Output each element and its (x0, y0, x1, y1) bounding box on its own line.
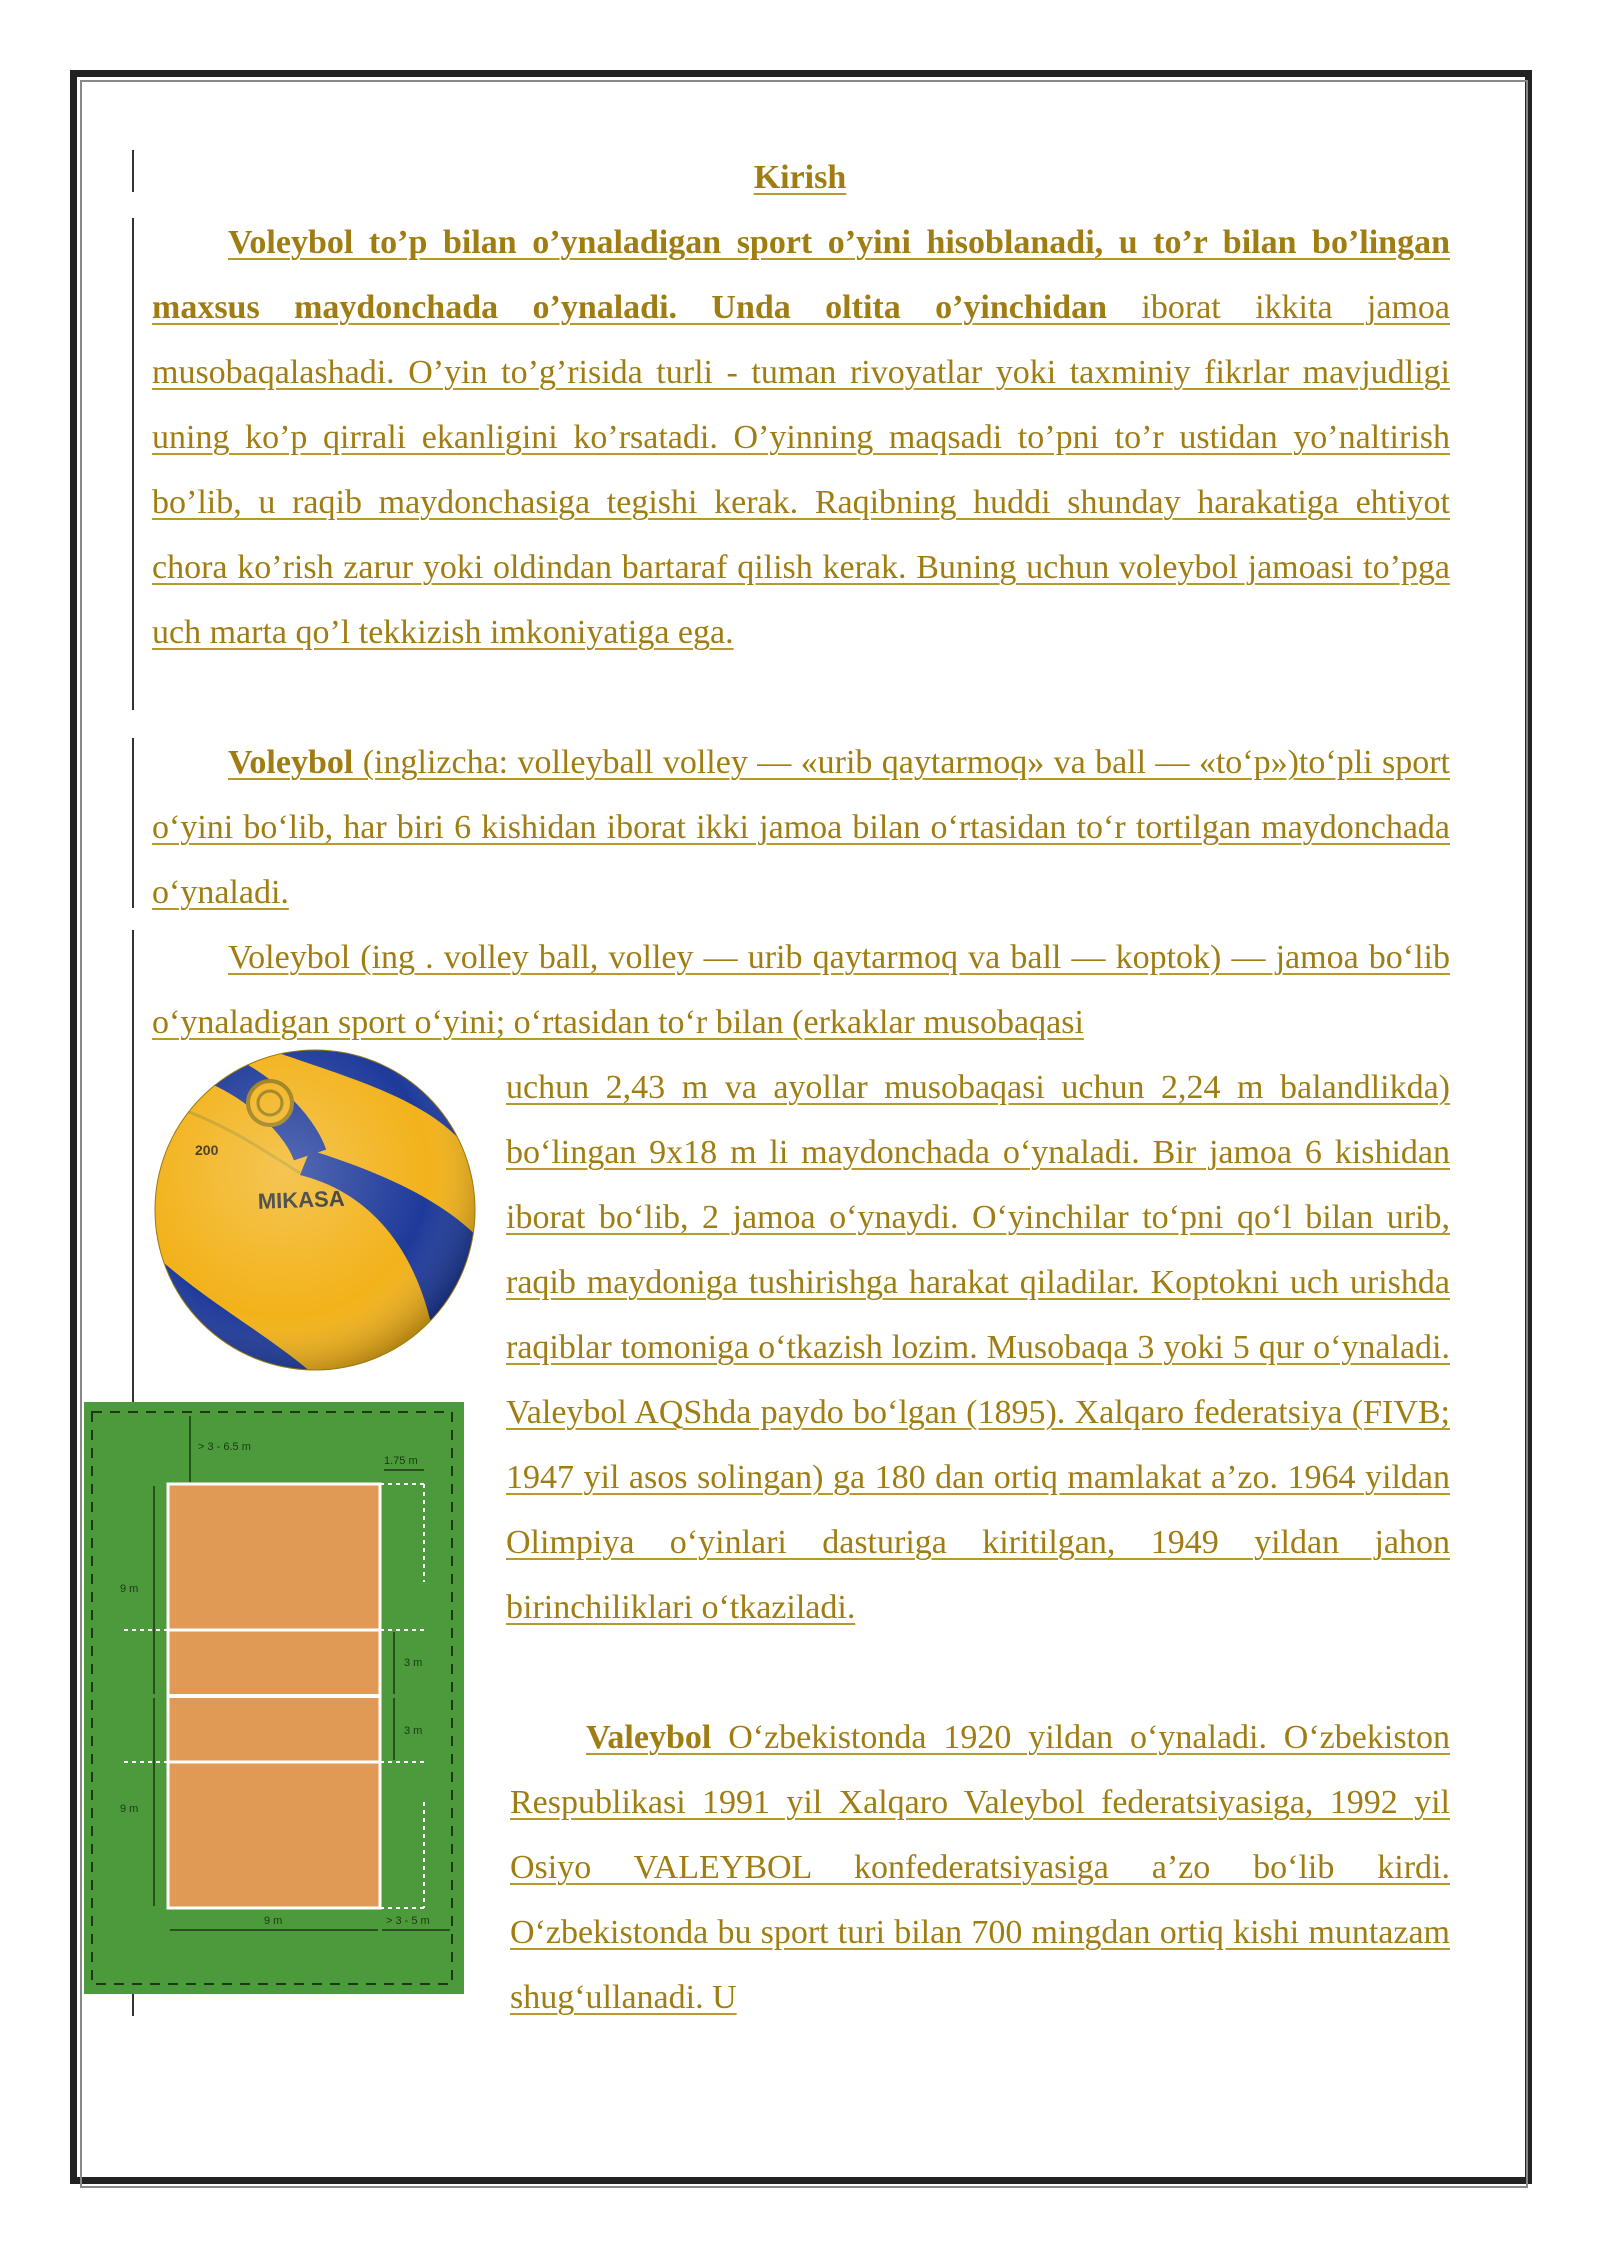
court-label-half-length-bottom: 9 m (120, 1803, 139, 1815)
paragraph-intro (152, 210, 1450, 665)
court-label-width: 9 m (264, 1915, 283, 1927)
rules-first-lines: Voleybol (ing . volley ball, volley — urib qaytarmoq va ball — koptok) — jamoa bo‘lib o‘ynaladigan sport o‘yini; o‘rtasidan to‘r bilan (erkaklar musobaqasi (152, 939, 1450, 1041)
paragraph-uzbekistan (510, 1705, 1450, 2030)
court-label-attack-line-top: 3 m (404, 1657, 423, 1669)
paragraph-rules-intro (152, 925, 1450, 1055)
definition-text: (inglizcha: volleyball volley — «urib qaytarmoq» va ball — «to‘p»)to‘pli sport o‘yini bo‘lib, har biri 6 kishidan iborat ikki jamoa bilan o‘rtasidan to‘r tortilgan maydonchada o‘ynaladi. (152, 744, 1450, 911)
change-bar (132, 218, 134, 710)
intro-text: iborat ikkita jamoa musobaqalashadi. O’yin to’g’risida turli - tuman rivoyatlar yoki taxminiy fikrlar mavjudligi uning ko’p qirrali ekanligini ko’rsatadi. O’yinning maqsadi to’pni to’r ustidan yo’naltirish bo’lib, u raqib maydonchasiga tegishi kerak. Raqibning huddi shunday harakatiga ehtiyot chora ko’rish zarur yoki oldindan bartaraf qilish kerak. Buning uchun voleybol jamoasi to’pga uch marta qo’l tekkizish imkoniyatiga ega. (152, 289, 1450, 651)
court-label-end-free-zone: > 3 - 5 m (386, 1915, 430, 1927)
uzbekistan-bold-text: Valeybol (586, 1719, 712, 1756)
court-label-half-length-top: 9 m (120, 1583, 139, 1595)
rules-wrapped-text: uchun 2,43 m va ayollar musobaqasi uchun 2,24 m balandlikda) bo‘lingan 9x18 m li maydonchada o‘ynaladi. Bir jamoa 6 kishidan iborat bo‘lib, 2 jamoa o‘ynaydi. O‘yinchilar to‘pni qo‘l bilan urib, raqib maydoniga tushirishga harakat qiladilar. Koptokni uch urishda raqiblar tomoniga o‘tkazish lozim. Musobaqa 3 yoki 5 qur o‘ynaladi. Valeybol AQShda paydo bo‘lgan (1895). Xalqaro federatsiya (FIVB; 1947 yil asos solingan) ga 180 dan ortiq mamlakat a’zo. 1964 yildan Olimpiya o‘yinlari dasturiga kiritilgan, 1949 yildan jahon birinchiliklari o‘tkaziladi. (506, 1069, 1450, 1626)
court-label-top-free-zone: > 3 - 6.5 m (198, 1441, 251, 1453)
page-title: Kirish (753, 159, 847, 196)
intro-bold-text: Voleybol to’p bilan o’ynaladigan sport o’yini hisoblanadi, u to’r bilan bo’lingan maxsus maydonchada o’ynaladi. Unda oltita o’yinchidan (152, 224, 1450, 326)
definition-bold-text: Voleybol (228, 744, 354, 781)
paragraph-definition (152, 730, 1450, 925)
court-label-side-free-zone: 1.75 m (384, 1455, 418, 1467)
court-label-attack-line-bottom: 3 m (404, 1725, 423, 1737)
volleyball-image (150, 1045, 480, 1375)
change-bar (132, 738, 134, 908)
volleyball-court-diagram (84, 1402, 464, 1994)
uzbekistan-text: O‘zbekistonda 1920 yildan o‘ynaladi. O‘zbekiston Respublikasi 1991 yil Xalqaro Valeybol federatsiyasiga, 1992 yil Osiyo VALEYBOL konfederatsiyasiga a’zo bo‘lib kirdi. O‘zbekistonda bu sport turi bilan 700 mingdan ortiq kishi muntazam shug‘ullanadi. U (510, 1719, 1450, 2016)
paragraph-rules-wrap (506, 1055, 1450, 1640)
change-bar (132, 150, 134, 192)
